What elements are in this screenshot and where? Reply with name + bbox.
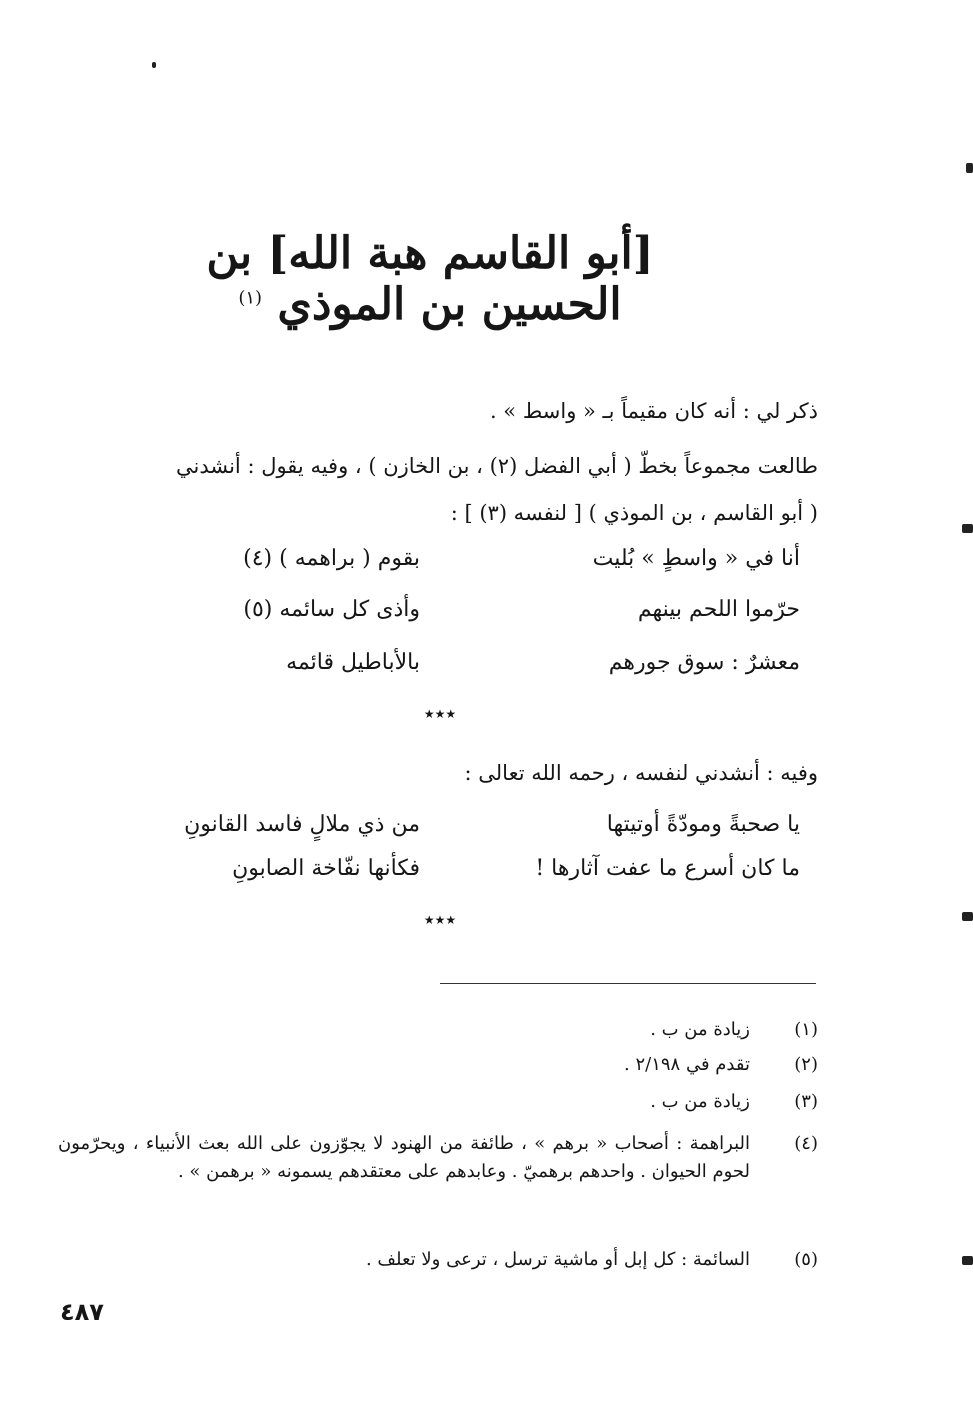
margin-tab-mark [962,524,973,533]
verse-second-hemistich: بقوم ( براهمه ) (٤) [243,546,420,571]
footnote-number: (٣) [794,1091,818,1112]
footnote [58,1246,818,1276]
paragraph-source-cont: ( أبو القاسم ، بن الموذي ) [ لنفسه (٣) ] : [450,501,818,525]
footnote [58,1130,818,1240]
entry-title [150,228,710,330]
scan-mark [152,62,156,68]
paragraph-intro: ذكر لي : أنه كان مقيماً بـ « واسط » . [489,399,818,423]
verse-line [70,597,800,641]
footnote-number: (١) [794,1019,818,1040]
footnote-text: السائمة : كل إبل أو ماشية ترسل ، ترعى ولا تعلف . [365,1249,750,1270]
footnote [58,1051,818,1081]
page-number: ٤٨٧ [60,1298,104,1326]
section-separator-stars: ★★★ [423,707,457,721]
footnote-divider [440,983,816,984]
verse-second-hemistich: بالأباطيل قائمه [286,650,420,675]
section-separator-stars: ★★★ [423,913,457,927]
verse-line [70,856,800,900]
verse-line [70,650,800,694]
entry-title-text: [أبو القاسم هبة الله] بن الحسين بن الموذي [206,228,654,330]
verse-first-hemistich: معشرٌ : سوق جورهم [608,650,800,675]
entry-title-footnote-ref: (١) [238,287,263,309]
footnote-number: (٥) [794,1249,818,1270]
footnote-text: زيادة من ب . [650,1091,750,1112]
footnote [58,1016,818,1046]
verse-line [70,546,800,590]
footnote-text: البراهمة : أصحاب « برهم » ، طائفة من الهنود لا يجوّزون على الله بعث الأنبياء ، ويحرّمون لحوم الحيوان . واحدهم برهميّ . وعابدهم على معتقدهم يسمونه « برهمن » . [58,1133,750,1182]
footnote-text: زيادة من ب . [650,1019,750,1040]
verse-line [70,812,800,856]
paragraph-intro-2: وفيه : أنشدني لنفسه ، رحمه الله تعالى : [464,761,818,785]
verse-first-hemistich: ما كان أسرع ما عفت آثارها ! [535,856,800,881]
footnote-number: (٢) [794,1054,818,1075]
verse-first-hemistich: أنا في « واسطٍ » بُليت [592,546,800,571]
margin-tab-mark [962,912,973,921]
margin-tab-mark [962,1256,973,1265]
footnote [58,1088,818,1118]
verse-second-hemistich: من ذي ملالٍ فاسد القانونِ [184,812,420,837]
footnote-text: تقدم في ٢/١٩٨ . [624,1054,750,1075]
verse-second-hemistich: فكأنها نفّاخة الصابونِ [232,856,420,881]
verse-second-hemistich: وأذى كل سائمه (٥) [243,597,420,622]
margin-tab-mark [966,163,973,173]
verse-first-hemistich: يا صحبةً ومودّةً أوتيتها [606,812,800,837]
paragraph-source: طالعت مجموعاً بخطّ ( أبي الفضل (٢) ، بن الخازن ) ، وفيه يقول : أنشدني [175,454,818,478]
verse-first-hemistich: حرّموا اللحم بينهم [637,597,800,622]
footnote-number: (٤) [794,1133,818,1154]
